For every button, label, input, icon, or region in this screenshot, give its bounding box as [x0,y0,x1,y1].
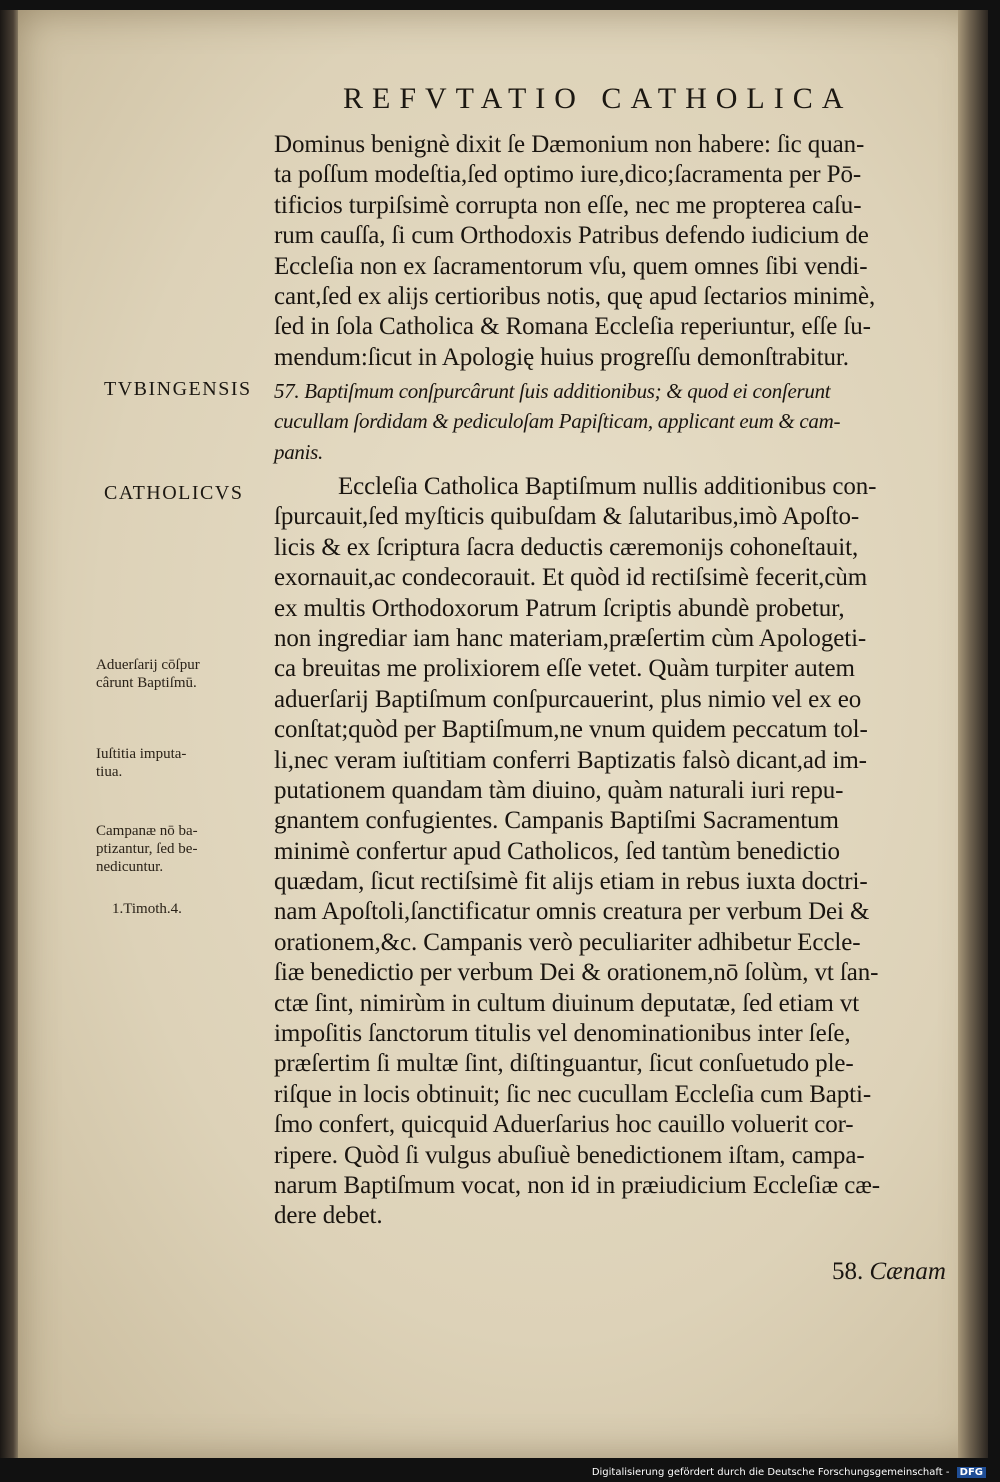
footer-text: Digitalisierung gefördert durch die Deutsche Forschungsgemeinschaft - [591,1467,950,1478]
text-line: ctæ ſint, nimirùm in cultum diuinum deputatæ, ſed etiam vt [274,989,860,1017]
text-line: Eccleſia Catholica Baptiſmum nullis additionibus con- [338,473,877,500]
margin-note-line: Iuſtitia imputa- [96,746,187,762]
catchword [832,1258,946,1286]
text-line: licis & ex ſcriptura ſacra deductis cæremonijs cohoneſtauit, [274,533,859,561]
margin-note-line: cârunt Baptiſmū. [96,675,197,691]
text-line: conſtat;quòd per Baptiſmum,ne vnum quidem peccatum tol- [274,716,868,744]
text-line: ex multis Orthodoxorum Patrum ſcriptis abundè probetur, [274,594,845,622]
margin-note-line: nedicuntur. [96,859,164,875]
text-line: orationem,&c. Campanis verò peculiariter adhibetur Eccle- [274,928,861,956]
text-line: 57. Baptiſmum conſpurcârunt ſuis additionibus; & quod ei conſerunt [274,379,831,403]
text-line: putationem quandam tàm diuino, quàm naturali iuri repu- [274,776,844,804]
margin-note-line: Aduerſarij cōſpur [96,657,200,673]
text-line: cant,ſed ex alijs certioribus notis, quę apud ſectarios minimè, [274,282,876,310]
catholicus-label: CATHOLICVS [104,482,244,504]
text-line: ſmo confert, quicquid Aduerſarius hoc cauillo voluerit cor- [274,1111,854,1139]
running-head: REFVTATIO CATHOLICA [343,82,853,115]
catholicus-paragraph [274,472,974,1232]
margin-note-line: tiua. [96,764,123,780]
text-line: ſiæ benedictio per verbum Dei & orationem,nō ſolùm, vt ſan- [274,959,879,987]
catchword-number: 58. [832,1258,864,1285]
text-line: ca breuitas me prolixiorem eſſe vetet. Quàm turpiter autem [274,655,855,683]
text-line: gnantem confugientes. Campanis Baptiſmi Sacramentum [274,807,839,835]
text-line: ripere. Quòd ſi vulgus abuſiuè benedictionem iſtam, campa- [274,1141,865,1169]
text-line: narum Baptiſmum vocat, non id in præiudicium Eccleſiæ cæ- [274,1171,880,1199]
text-line: Eccleſia non ex ſacramentorum vſu, quem omnes ſibi vendi- [274,252,868,280]
margin-note-line: Campanæ nō ba- [96,823,198,839]
text-line: panis. [274,439,323,464]
digitization-footer [592,1467,986,1478]
margin-note-iustitia [96,745,186,781]
text-line: tificios turpiſsimè corrupta non eſſe, nec me propterea caſu- [274,191,862,219]
text-line: ta poſſum modeſtia,ſed optimo iure,dico;ſacramenta per Pō- [274,161,862,189]
text-line: cucullam ſordidam & pediculoſam Papiſticam, applicant eum & cam- [274,409,841,434]
text-line: præſertim ſi multæ ſint, diſtinguantur, ſicut conſuetudo ple- [274,1050,854,1078]
margin-note-timoth: 1.Timoth.4. [112,901,182,917]
text-line: non ingrediar iam hanc materiam,præſertim cùm Apologeti- [274,624,867,652]
text-line: impoſitis ſanctorum titulis vel denominationibus inter ſeſe, [274,1020,851,1048]
text-line: quædam, ſicut rectiſsimè fit alijs etiam in rebus iuxta doctri- [274,868,868,896]
catchword-word: Cænam [869,1258,946,1285]
text-line: nam Apoſtoli,ſanctificatur omnis creatura per verbum Dei & [274,898,870,926]
margin-note-line: ptizantur, ſed be- [96,841,198,857]
margin-note-campanae [96,822,198,876]
tubingensis-label: TVBINGENSIS [104,378,252,400]
text-line: ſed in ſola Catholica & Romana Eccleſia reperiuntur, eſſe ſu- [274,313,871,341]
intro-paragraph [274,130,974,373]
text-line: aduerſarij Baptiſmum conſpurcauerint, plus nimio vel ex eo [274,685,862,713]
text-line: li,nec veram iuſtitiam conferri Baptizatis falsò dicant,ad im- [274,746,867,774]
text-line: exornauit,ac condecorauit. Et quòd id rectiſsimè fecerit,cùm [274,564,868,592]
dfg-logo: DFG [957,1467,986,1478]
tubingensis-paragraph [274,376,974,467]
text-line: riſque in locis obtinuit; ſic nec cucullam Eccleſia cum Bapti- [274,1080,872,1108]
text-line: rum cauſſa, ſi cum Orthodoxis Patribus defendo iudicium de [274,222,869,250]
margin-note-adversarii [96,656,200,692]
text-line: ſpurcauit,ſed myſticis quibuſdam & ſalutaribus,imò Apoſto- [274,503,860,531]
text-line: minimè confertur apud Catholicos, ſed tantùm benedictio [274,837,840,865]
text-line: Dominus benignè dixit ſe Dæmonium non habere: ſic quan- [274,131,865,158]
text-line: mendum:ſicut in Apologię huius progreſſu demonſtrabitur. [274,343,849,371]
text-line: dere debet. [274,1202,383,1230]
